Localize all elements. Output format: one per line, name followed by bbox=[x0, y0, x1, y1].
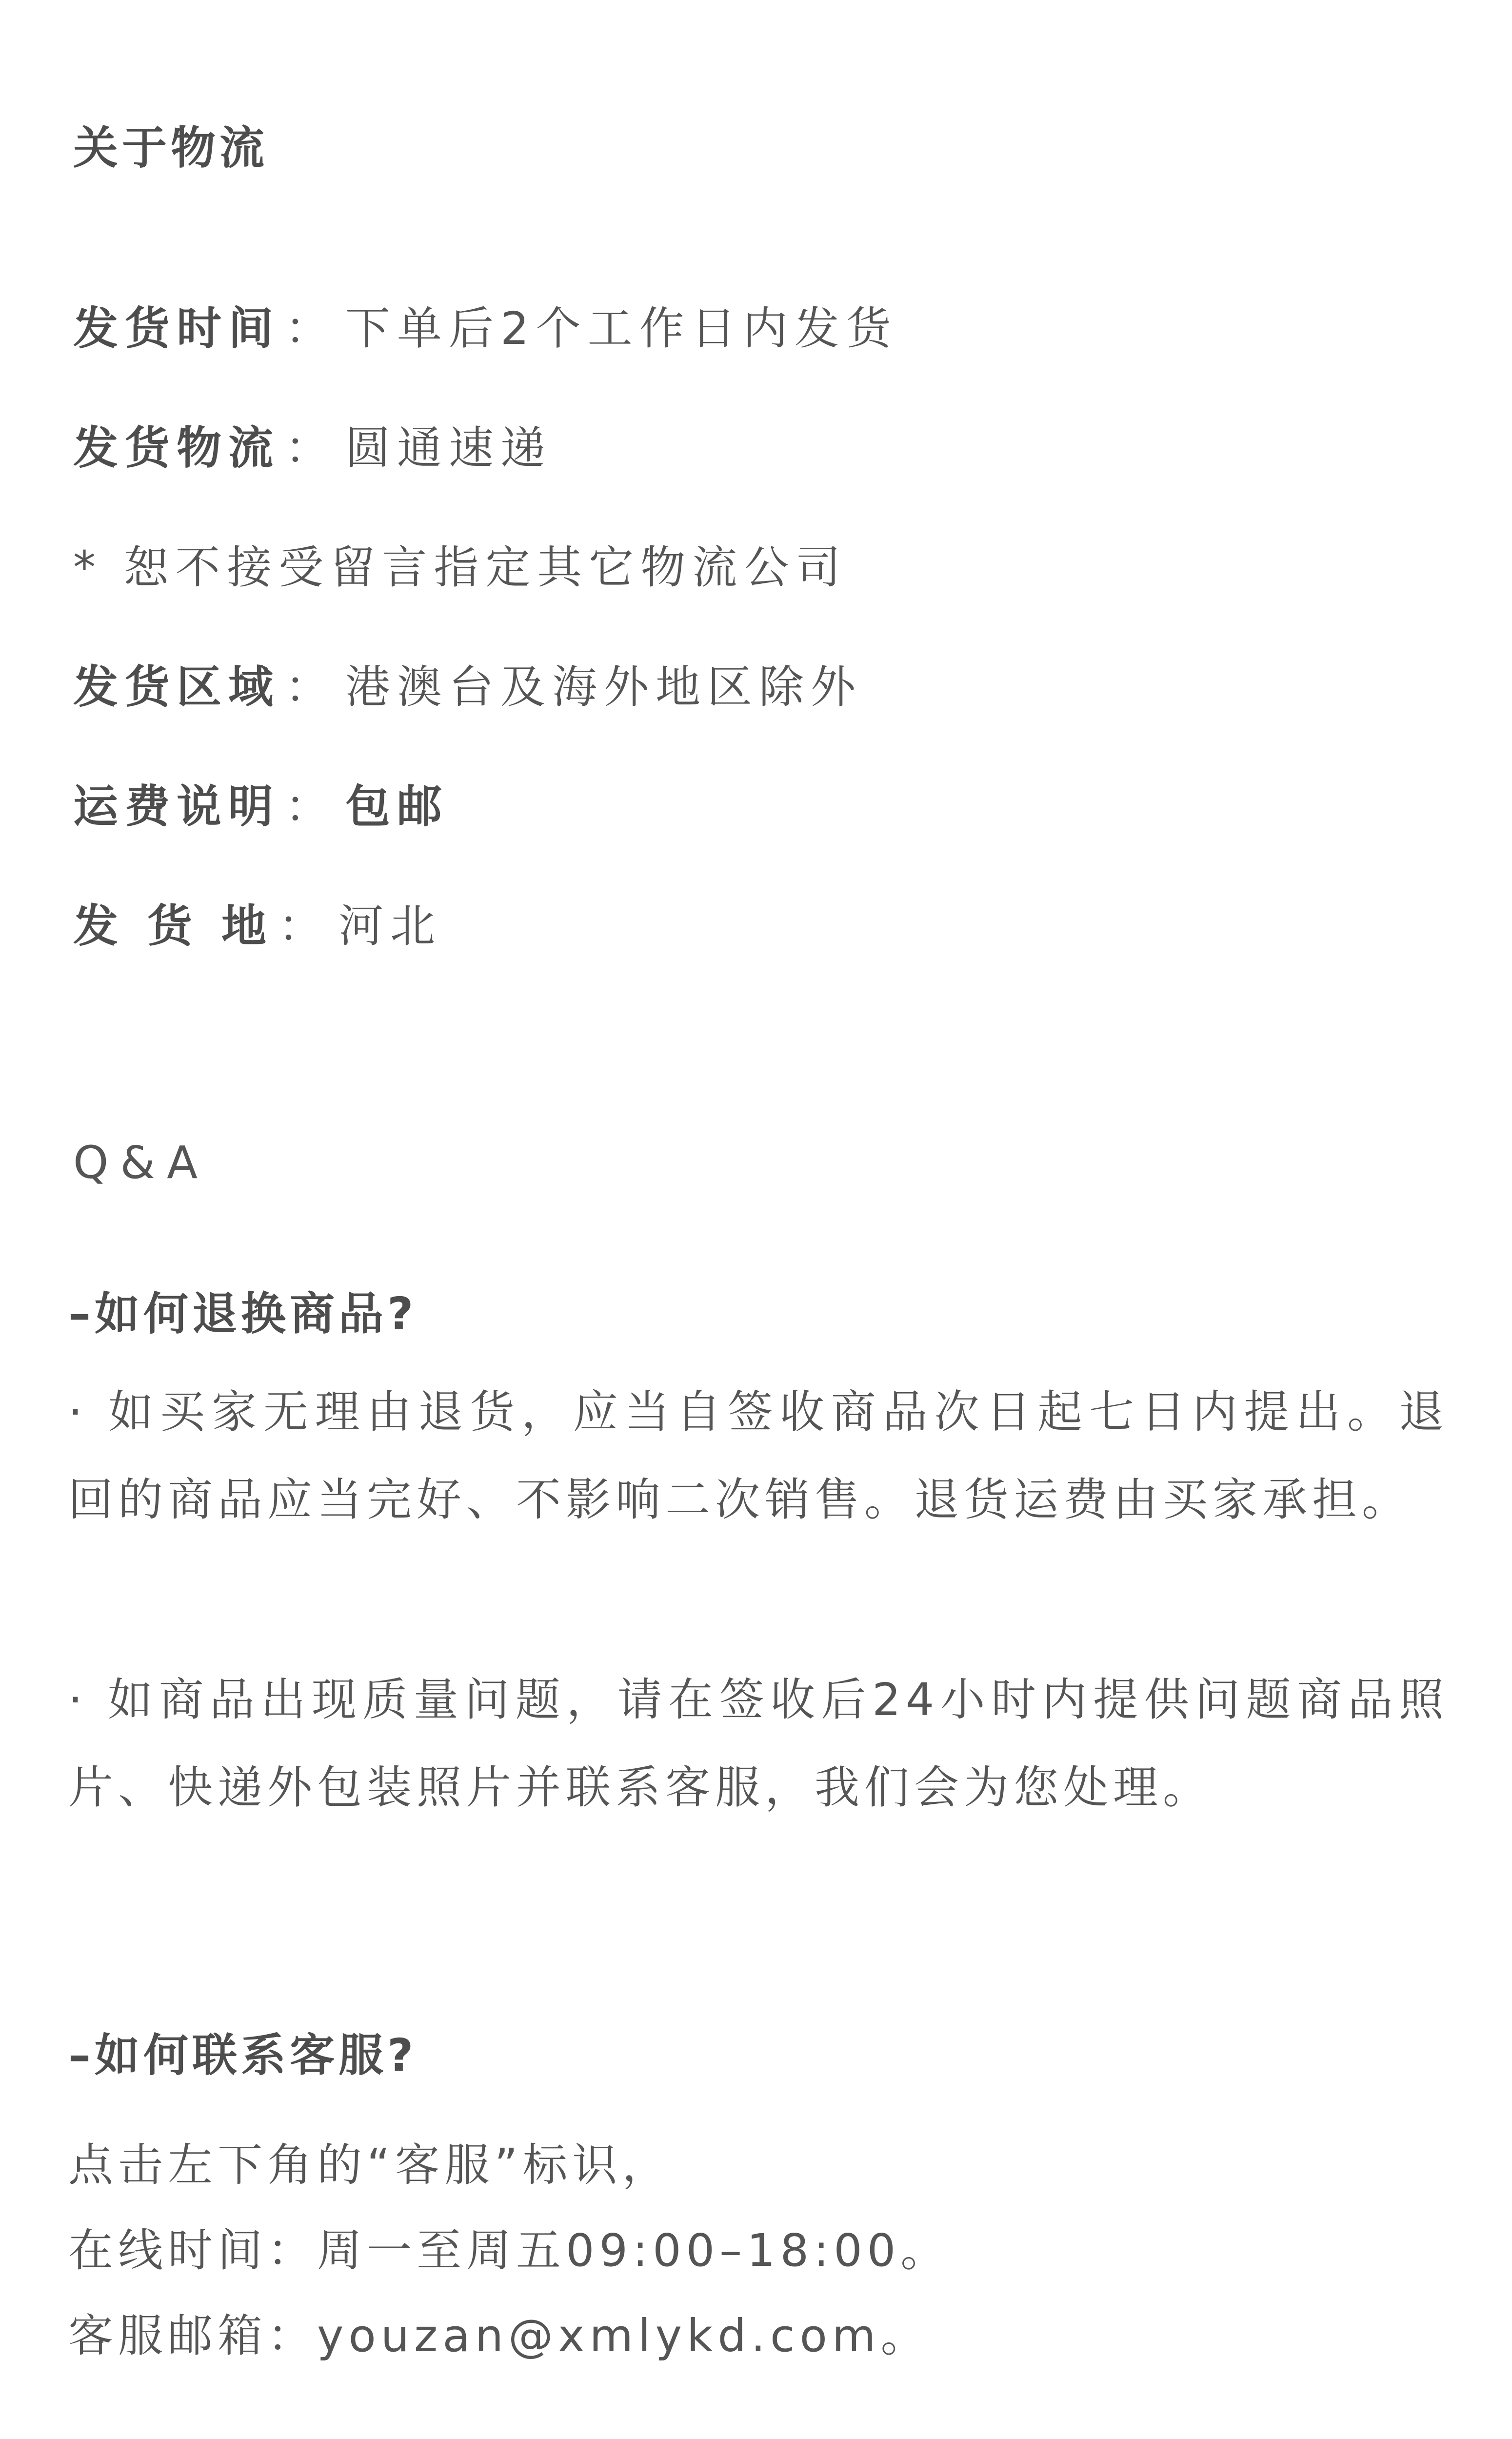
ship-time-row bbox=[73, 293, 898, 357]
fee-label: 运费说明 bbox=[73, 780, 280, 833]
carrier-separator: ： bbox=[285, 422, 337, 474]
area-row bbox=[73, 651, 862, 716]
contact-question: –如何联系客服? bbox=[68, 2029, 418, 2081]
logistics-title: 关于物流 bbox=[73, 122, 269, 174]
returns-paragraph-2: · 如商品出现质量问题，请在签收后24小时内提供问题商品照片、快递外包装照片并联系客服，我们会为您处理。 bbox=[68, 1674, 1449, 1814]
fee-separator: ： bbox=[285, 780, 337, 833]
returns-paragraph-1: · 如买家无理由退货，应当自签收商品次日起七日内提出。退回的商品应当完好、不影响二次销售。退货运费由买家承担。 bbox=[68, 1386, 1449, 1526]
contact-email: 客服邮箱：youzan@xmlykd.com。 bbox=[68, 2310, 931, 2362]
area-label: 发货区域 bbox=[73, 661, 280, 713]
ship-time-separator: ： bbox=[285, 302, 337, 355]
area-value: 港澳台及海外地区除外 bbox=[345, 661, 863, 713]
origin-label: 发 货 地 bbox=[73, 900, 274, 952]
carrier-row bbox=[73, 412, 552, 477]
carrier-note: * 恕不接受留言指定其它物流公司 bbox=[73, 541, 848, 594]
fee-row bbox=[73, 771, 449, 835]
contact-line-1: 点击左下角的“客服”标识， bbox=[68, 2139, 672, 2191]
qa-title: Q&A bbox=[73, 1137, 210, 1189]
area-separator: ： bbox=[285, 661, 337, 713]
fee-value: 包邮 bbox=[345, 780, 449, 833]
origin-separator: ： bbox=[278, 900, 330, 952]
contact-line-2: 在线时间：周一至周五09:00–18:00。 bbox=[68, 2224, 951, 2277]
origin-row bbox=[73, 890, 442, 955]
returns-question: –如何退换商品? bbox=[68, 1288, 418, 1340]
ship-time-label: 发货时间 bbox=[73, 302, 280, 355]
origin-value: 河北 bbox=[338, 900, 442, 952]
carrier-value: 圆通速递 bbox=[345, 422, 553, 474]
carrier-label: 发货物流 bbox=[73, 422, 280, 474]
ship-time-value: 下单后2个工作日内发货 bbox=[345, 302, 898, 355]
